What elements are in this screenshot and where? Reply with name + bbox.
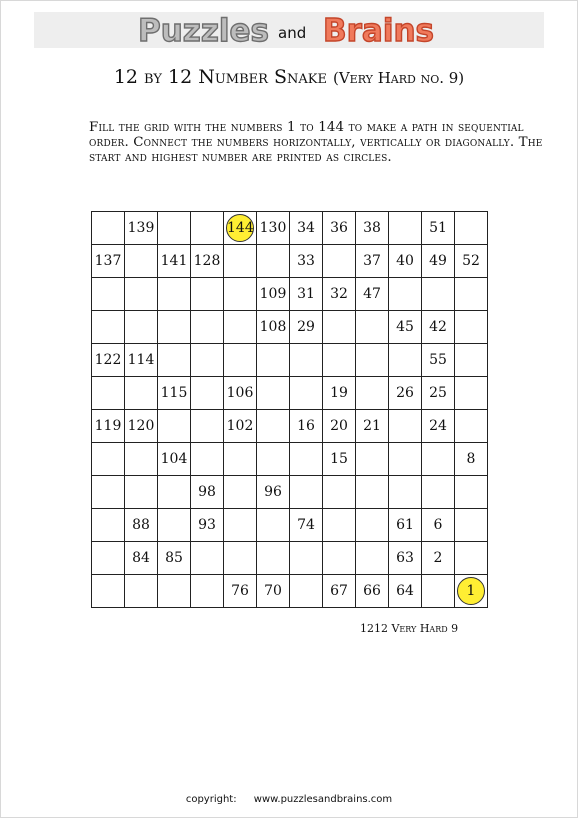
- grid-cell[interactable]: [191, 278, 224, 311]
- grid-cell[interactable]: 141: [158, 245, 191, 278]
- grid-cell[interactable]: 104: [158, 443, 191, 476]
- logo-brains-text: Brains: [323, 13, 434, 49]
- grid-cell[interactable]: [323, 542, 356, 575]
- site-logo: [0, 0, 578, 50]
- grid-cell[interactable]: [92, 509, 125, 542]
- grid-cell[interactable]: 16: [290, 410, 323, 443]
- grid-cell[interactable]: [257, 245, 290, 278]
- grid-cell[interactable]: 26: [389, 377, 422, 410]
- grid-cell[interactable]: 109: [257, 278, 290, 311]
- grid-row: [92, 542, 488, 575]
- grid-cell[interactable]: [158, 278, 191, 311]
- title-sub: (Very Hard no. 9): [333, 69, 465, 87]
- grid-cell[interactable]: [323, 245, 356, 278]
- circled-number: 1: [457, 577, 485, 605]
- grid-cell[interactable]: 115: [158, 377, 191, 410]
- grid-cell[interactable]: 98: [191, 476, 224, 509]
- grid-cell[interactable]: 2: [422, 542, 455, 575]
- grid-cell[interactable]: [158, 410, 191, 443]
- grid-cell[interactable]: 88: [125, 509, 158, 542]
- grid-cell[interactable]: [422, 575, 455, 608]
- grid-row: [92, 476, 488, 509]
- grid-cell[interactable]: [356, 509, 389, 542]
- instructions-text: Fill the grid with the numbers 1 to 144 to make a path in sequential order. Connect the numbers horizontally, vertically or diagonally. The start and highest number are printed as circles.: [89, 120, 543, 165]
- grid-cell[interactable]: [389, 344, 422, 377]
- grid-cell[interactable]: [257, 377, 290, 410]
- grid-cell[interactable]: 128: [191, 245, 224, 278]
- grid-cell[interactable]: 119: [92, 410, 125, 443]
- grid-cell[interactable]: [92, 575, 125, 608]
- grid-cell[interactable]: 114: [125, 344, 158, 377]
- grid-cell[interactable]: [323, 476, 356, 509]
- grid-cell[interactable]: [356, 443, 389, 476]
- grid-cell[interactable]: [455, 410, 488, 443]
- grid-cell[interactable]: [158, 212, 191, 245]
- grid-cell[interactable]: [92, 212, 125, 245]
- grid-cell[interactable]: [455, 377, 488, 410]
- grid-cell[interactable]: [290, 476, 323, 509]
- copyright-site[interactable]: www.puzzlesandbrains.com: [253, 794, 393, 805]
- grid-cell[interactable]: [455, 212, 488, 245]
- grid-cell[interactable]: 96: [257, 476, 290, 509]
- grid-cell[interactable]: [158, 344, 191, 377]
- grid-cell[interactable]: [422, 443, 455, 476]
- grid-cell[interactable]: [455, 476, 488, 509]
- grid-cell[interactable]: [455, 278, 488, 311]
- grid-cell[interactable]: [158, 509, 191, 542]
- grid-cell[interactable]: 8: [455, 443, 488, 476]
- grid-row: [92, 575, 488, 608]
- grid-cell[interactable]: [224, 311, 257, 344]
- grid-cell[interactable]: 130: [257, 212, 290, 245]
- grid-cell[interactable]: [224, 509, 257, 542]
- grid-cell[interactable]: 64: [389, 575, 422, 608]
- logo-puzzles-text: Puzzles: [138, 13, 269, 49]
- grid-cell[interactable]: 102: [224, 410, 257, 443]
- grid-cell[interactable]: [92, 443, 125, 476]
- grid-cell[interactable]: [191, 443, 224, 476]
- grid-cell[interactable]: 84: [125, 542, 158, 575]
- grid-cell[interactable]: 70: [257, 575, 290, 608]
- grid-cell[interactable]: 40: [389, 245, 422, 278]
- grid-cell[interactable]: [158, 311, 191, 344]
- grid-cell[interactable]: [125, 476, 158, 509]
- grid-cell[interactable]: [224, 245, 257, 278]
- grid-cell[interactable]: 21: [356, 410, 389, 443]
- grid-cell[interactable]: [92, 377, 125, 410]
- grid-row: [92, 443, 488, 476]
- grid-row: [92, 377, 488, 410]
- grid-cell[interactable]: [257, 542, 290, 575]
- grid-cell[interactable]: [125, 311, 158, 344]
- grid-cell[interactable]: 42: [422, 311, 455, 344]
- circled-number: 144: [226, 214, 254, 242]
- grid-cell[interactable]: 122: [92, 344, 125, 377]
- grid-cell[interactable]: [158, 476, 191, 509]
- grid-cell[interactable]: [290, 344, 323, 377]
- grid-cell[interactable]: [356, 476, 389, 509]
- grid-cell[interactable]: 32: [323, 278, 356, 311]
- grid-cell[interactable]: [323, 311, 356, 344]
- grid-cell[interactable]: 19: [323, 377, 356, 410]
- grid-cell[interactable]: 20: [323, 410, 356, 443]
- grid-cell[interactable]: [389, 443, 422, 476]
- grid-cell[interactable]: [389, 278, 422, 311]
- grid-cell[interactable]: 61: [389, 509, 422, 542]
- grid-cell[interactable]: [224, 344, 257, 377]
- grid-cell[interactable]: [125, 245, 158, 278]
- grid-cell[interactable]: [290, 377, 323, 410]
- grid-cell[interactable]: [191, 410, 224, 443]
- grid-cell[interactable]: 51: [422, 212, 455, 245]
- grid-cell[interactable]: [257, 410, 290, 443]
- grid-cell[interactable]: 36: [323, 212, 356, 245]
- grid-cell[interactable]: 24: [422, 410, 455, 443]
- grid-cell[interactable]: 25: [422, 377, 455, 410]
- grid-cell[interactable]: 47: [356, 278, 389, 311]
- grid-cell[interactable]: [191, 377, 224, 410]
- grid-cell[interactable]: [257, 443, 290, 476]
- grid-cell[interactable]: 106: [224, 377, 257, 410]
- grid-cell[interactable]: 120: [125, 410, 158, 443]
- grid-row: [92, 212, 488, 245]
- grid-cell[interactable]: [224, 476, 257, 509]
- grid-cell[interactable]: [455, 542, 488, 575]
- grid-cell[interactable]: [125, 278, 158, 311]
- grid-cell[interactable]: 108: [257, 311, 290, 344]
- grid-cell[interactable]: [125, 377, 158, 410]
- grid-cell[interactable]: [191, 344, 224, 377]
- grid-cell[interactable]: 34: [290, 212, 323, 245]
- grid-row: [92, 278, 488, 311]
- grid-cell[interactable]: [389, 476, 422, 509]
- grid-code: 1212 Very Hard 9: [360, 622, 459, 635]
- grid-cell[interactable]: [389, 212, 422, 245]
- grid-cell[interactable]: [125, 575, 158, 608]
- grid-cell[interactable]: [356, 311, 389, 344]
- grid-cell[interactable]: [290, 542, 323, 575]
- grid-cell[interactable]: 139: [125, 212, 158, 245]
- grid-cell[interactable]: [125, 443, 158, 476]
- grid-cell[interactable]: 66: [356, 575, 389, 608]
- grid-cell[interactable]: 93: [191, 509, 224, 542]
- puzzle-grid: [91, 211, 488, 608]
- grid-cell[interactable]: [158, 575, 191, 608]
- grid-row: [92, 311, 488, 344]
- grid-cell[interactable]: 37: [356, 245, 389, 278]
- grid-cell[interactable]: 74: [290, 509, 323, 542]
- grid-cell[interactable]: [455, 509, 488, 542]
- grid-cell[interactable]: 31: [290, 278, 323, 311]
- grid-cell[interactable]: 55: [422, 344, 455, 377]
- grid-cell[interactable]: 6: [422, 509, 455, 542]
- grid-cell[interactable]: [356, 344, 389, 377]
- page-title: [0, 66, 578, 88]
- grid-cell[interactable]: [224, 542, 257, 575]
- grid-cell[interactable]: [191, 542, 224, 575]
- grid-cell[interactable]: [92, 278, 125, 311]
- grid-cell[interactable]: [422, 278, 455, 311]
- grid-cell[interactable]: 29: [290, 311, 323, 344]
- grid-cell[interactable]: [356, 377, 389, 410]
- grid-row: [92, 344, 488, 377]
- grid-cell[interactable]: 33: [290, 245, 323, 278]
- grid-cell[interactable]: [92, 476, 125, 509]
- grid-cell[interactable]: 49: [422, 245, 455, 278]
- grid-cell[interactable]: [257, 509, 290, 542]
- title-main: 12 by 12 Number Snake: [113, 66, 327, 88]
- grid-cell[interactable]: [191, 311, 224, 344]
- grid-cell[interactable]: [191, 212, 224, 245]
- grid-cell[interactable]: [422, 476, 455, 509]
- grid-cell[interactable]: 15: [323, 443, 356, 476]
- grid-row: [92, 245, 488, 278]
- grid-cell[interactable]: 67: [323, 575, 356, 608]
- grid-cell[interactable]: 45: [389, 311, 422, 344]
- grid-cell[interactable]: [323, 509, 356, 542]
- grid-cell[interactable]: [92, 542, 125, 575]
- logo-and-text: and: [278, 24, 307, 42]
- grid-cell[interactable]: 76: [224, 575, 257, 608]
- grid-cell[interactable]: [455, 344, 488, 377]
- grid-cell[interactable]: [92, 311, 125, 344]
- grid-cell[interactable]: 63: [389, 542, 422, 575]
- copyright-footer: [0, 794, 578, 805]
- grid-cell[interactable]: [224, 278, 257, 311]
- grid-cell[interactable]: [455, 575, 488, 608]
- grid-cell[interactable]: [224, 212, 257, 245]
- grid-cell[interactable]: [356, 542, 389, 575]
- grid-cell[interactable]: [455, 311, 488, 344]
- grid-cell[interactable]: [389, 410, 422, 443]
- grid-row: [92, 410, 488, 443]
- grid-cell[interactable]: [290, 443, 323, 476]
- grid-cell[interactable]: [290, 575, 323, 608]
- grid-row: [92, 509, 488, 542]
- grid-cell[interactable]: 52: [455, 245, 488, 278]
- grid-cell[interactable]: 38: [356, 212, 389, 245]
- grid-cell[interactable]: [323, 344, 356, 377]
- grid-cell[interactable]: [257, 344, 290, 377]
- grid-cell[interactable]: 85: [158, 542, 191, 575]
- grid-cell[interactable]: [191, 575, 224, 608]
- grid-cell[interactable]: [224, 443, 257, 476]
- grid-cell[interactable]: 137: [92, 245, 125, 278]
- copyright-label: copyright:: [185, 794, 237, 805]
